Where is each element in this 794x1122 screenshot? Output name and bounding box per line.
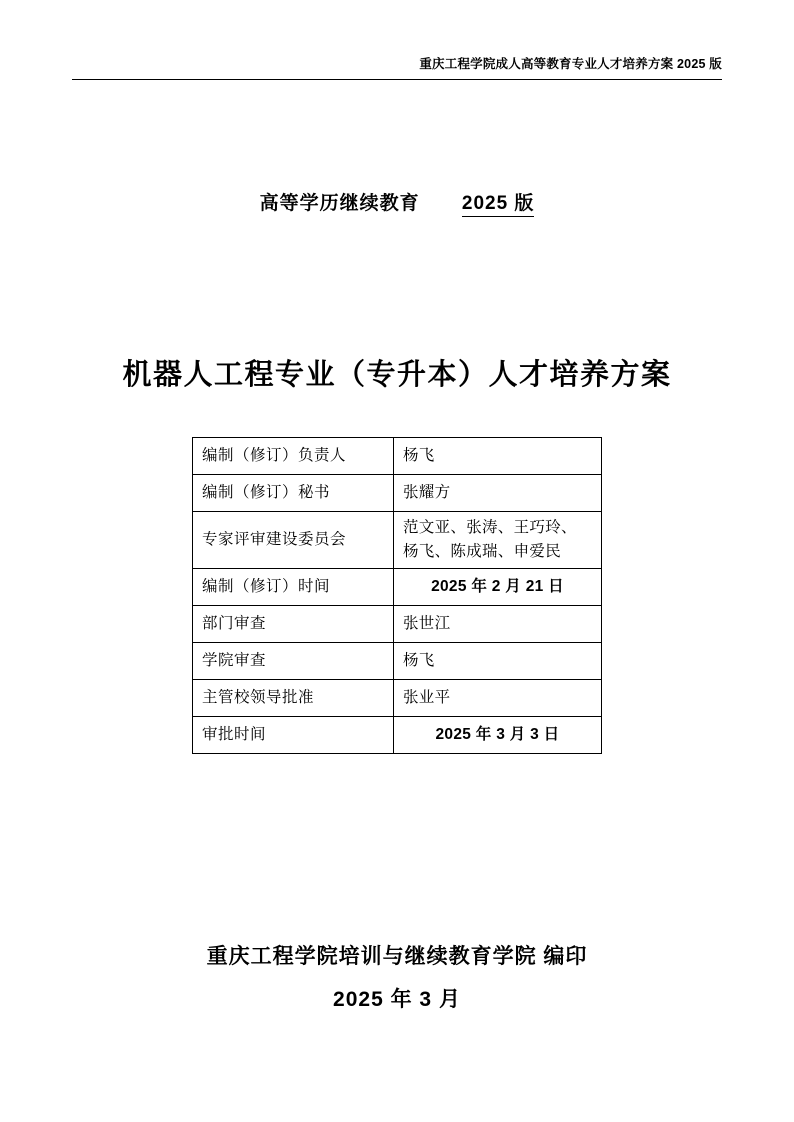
education-type-text: 高等学历继续教育 — [259, 193, 420, 214]
table-row — [193, 512, 602, 569]
education-subtitle — [72, 188, 722, 217]
version-text: 2025 版 — [462, 188, 535, 217]
row-value-leader-approval: 张业平 — [394, 680, 602, 717]
committee-line-2: 杨飞、陈成瑞、申爱民 — [403, 543, 562, 561]
row-value-secretary: 张耀方 — [394, 475, 602, 512]
row-label-compile-date: 编制（修订）时间 — [193, 569, 394, 606]
footer-organization: 重庆工程学院培训与继续教育学院 编印 — [206, 945, 588, 968]
page-header: 重庆工程学院成人高等教育专业人才培养方案 2025 版 — [72, 54, 722, 80]
row-value-committee — [394, 512, 602, 569]
row-label-secretary: 编制（修订）秘书 — [193, 475, 394, 512]
info-table-container — [0, 437, 794, 754]
row-value-compile-date: 2025 年 2 月 21 日 — [394, 569, 602, 606]
row-label-department-review: 部门审查 — [193, 606, 394, 643]
table-row — [193, 643, 602, 680]
table-row — [193, 438, 602, 475]
row-value-approval-date: 2025 年 3 月 3 日 — [394, 717, 602, 754]
row-label-approval-date: 审批时间 — [193, 717, 394, 754]
page-title: 机器人工程专业（专升本）人才培养方案 — [122, 359, 672, 391]
table-row — [193, 569, 602, 606]
row-value-department-review: 张世江 — [394, 606, 602, 643]
row-label-college-review: 学院审查 — [193, 643, 394, 680]
row-value-compiler: 杨飞 — [394, 438, 602, 475]
row-label-compiler: 编制（修订）负责人 — [193, 438, 394, 475]
table-row — [193, 475, 602, 512]
table-row — [193, 717, 602, 754]
row-label-leader-approval: 主管校领导批准 — [193, 680, 394, 717]
footer-date: 2025 年 3 月 — [333, 988, 461, 1011]
row-label-committee: 专家评审建设委员会 — [193, 512, 394, 569]
approval-info-table — [192, 437, 602, 754]
committee-line-1: 范文亚、张涛、王巧玲、 — [403, 519, 577, 536]
table-row — [193, 680, 602, 717]
table-row — [193, 606, 602, 643]
row-value-college-review: 杨飞 — [394, 643, 602, 680]
